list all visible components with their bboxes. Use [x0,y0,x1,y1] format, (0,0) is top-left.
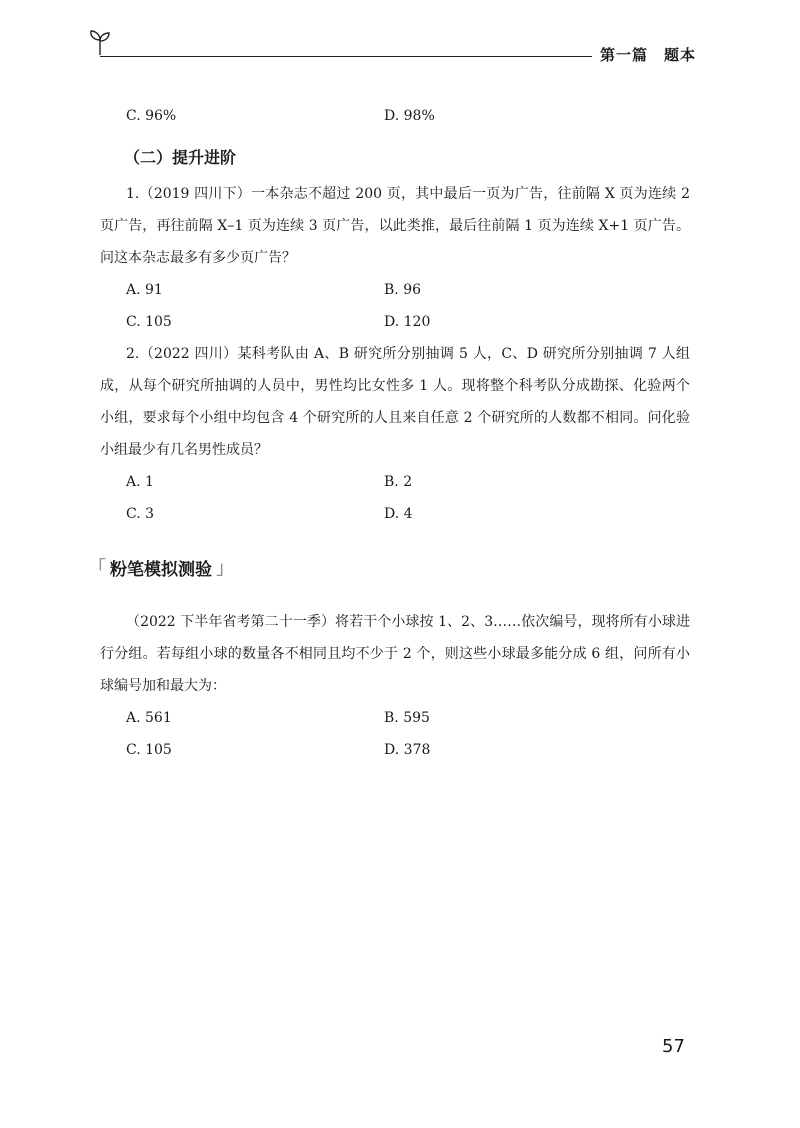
options-row [100,274,690,306]
question-text: 1.（2019 四川下）一本杂志不超过 200 页，其中最后一页为广告，往前隔 X 页为连续 2 页广告，再往前隔 X–1 页为连续 3 页广告，以此类推，最后往前隔 1 页为连续 X+1 页广告。问这本杂志最多有多少页广告？ [100,186,690,266]
option-a: A. 561 [126,710,172,726]
option-c: C. 3 [126,506,155,522]
option-d: D. 378 [384,742,431,758]
question-text: 2.（2022 四川）某科考队由 A、B 研究所分别抽调 5 人，C、D 研究所分别抽调 7 人组成，从每个研究所抽调的人员中，男性均比女性多 1 人。现将整个科考队分成勘探、化验两个小组，要求每个小组中均包含 4 个研究所的人且来自任意 2 个研究所的人数都不相同。问化验小组最少有几名男性成员？ [100,346,690,458]
prev-question-options [100,100,690,132]
options-row [100,702,690,734]
options-row [100,734,690,766]
option-d: D. 4 [384,506,413,522]
option-c: C. 105 [126,314,172,330]
options-row [100,306,690,338]
section-title: （二）提升进阶 [124,148,237,167]
option-b: B. 2 [384,474,413,490]
option-c: C. 96% [126,108,177,124]
options-row [100,466,690,498]
option-d: D. 98% [384,108,435,124]
sprout-icon [88,28,112,56]
header-rule [100,56,592,57]
bracket-left: 「 [88,558,106,579]
mock-test-title: 粉笔模拟测验 [110,559,212,580]
header-title: 第一篇 题本 [600,46,697,64]
options-row [100,498,690,530]
page-number: 57 [662,1036,685,1057]
option-a: A. 1 [126,474,154,490]
option-a: A. 91 [126,282,163,298]
question-1 [100,178,690,338]
page-content [88,100,690,766]
option-d: D. 120 [384,314,431,330]
question-text: （2022 下半年省考第二十一季）将若干个小球按 1、2、3……依次编号，现将所有小球进行分组。若每组小球的数量各不相同且均不少于 2 个，则这些小球最多能分成 6 组，问所有小球编号加和最大为： [100,614,690,694]
mock-test-heading [84,554,690,580]
option-b: B. 595 [384,710,430,726]
question-2 [100,338,690,530]
page-header [0,0,800,80]
mock-question [100,606,690,766]
bracket-right: 」 [216,558,234,579]
option-c: C. 105 [126,742,172,758]
option-b: B. 96 [384,282,422,298]
